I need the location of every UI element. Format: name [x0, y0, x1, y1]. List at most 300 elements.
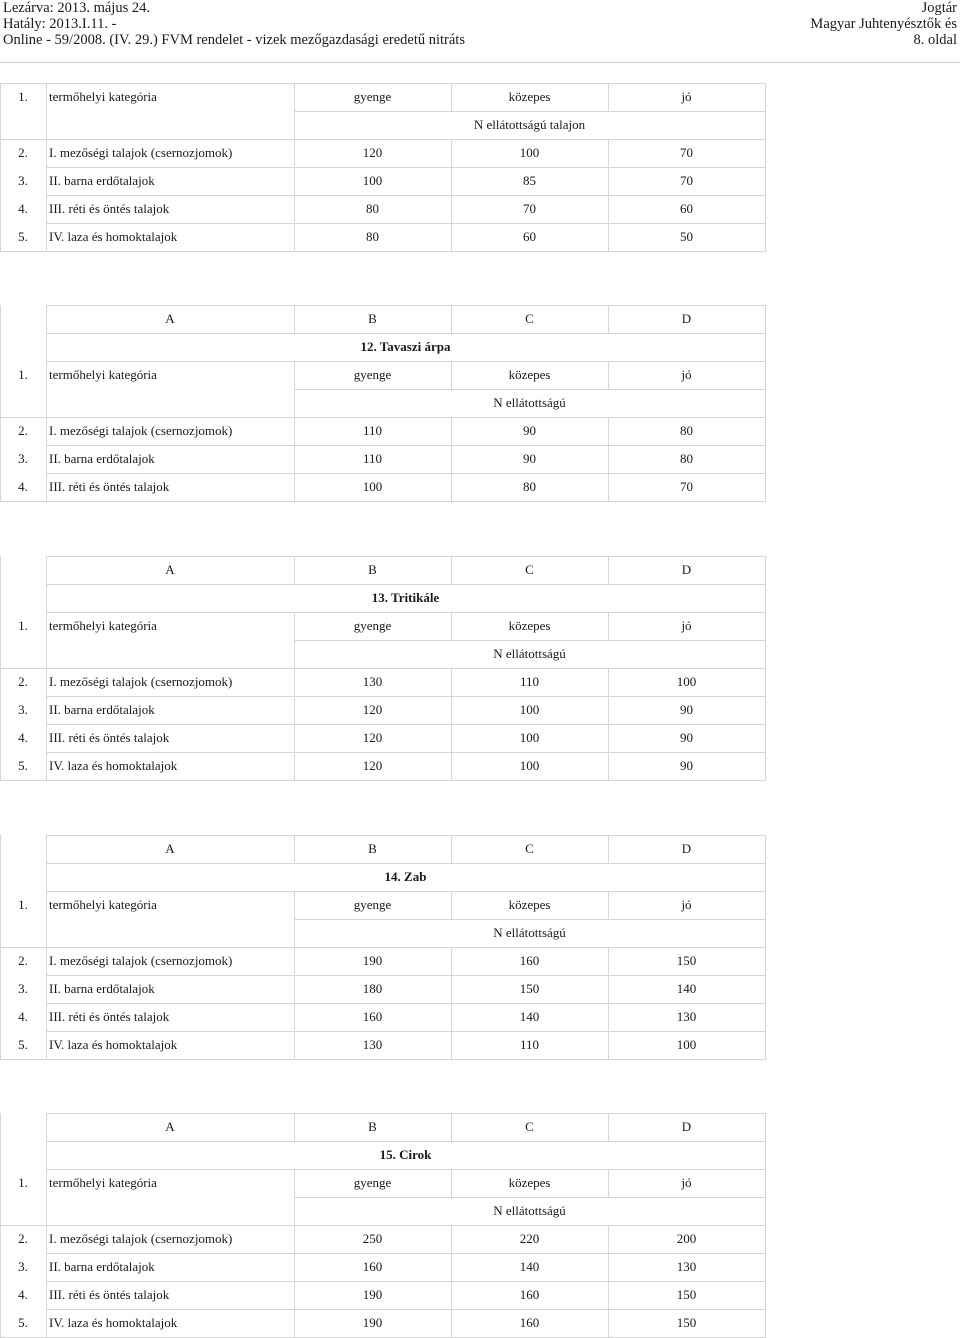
cell-value: 130 — [676, 1259, 697, 1274]
table-row — [0, 668, 766, 696]
table-unit-row — [0, 111, 766, 139]
cell-value: 150 — [519, 981, 540, 996]
row-number: 1. — [18, 618, 28, 633]
row-label: II. barna erdőtalajok — [49, 451, 155, 466]
row-number: 2. — [18, 423, 28, 438]
table-row — [0, 947, 766, 975]
table-rule — [608, 1031, 609, 1059]
table-rule — [0, 1113, 1, 1337]
cell-value: 120 — [362, 730, 383, 745]
column-header: közepes — [508, 618, 551, 633]
column-header: gyenge — [353, 1175, 392, 1190]
table-row — [0, 167, 766, 195]
table-row — [0, 195, 766, 223]
table-rule — [451, 195, 452, 223]
cell-value: 110 — [362, 451, 383, 466]
cell-value: 120 — [362, 702, 383, 717]
column-header: gyenge — [353, 89, 392, 104]
column-header: közepes — [508, 367, 551, 382]
column-header: gyenge — [353, 618, 392, 633]
column-letter: B — [368, 562, 377, 577]
table-rule — [0, 139, 766, 140]
table-rule — [294, 195, 295, 223]
nitrogen-table — [0, 1113, 766, 1337]
row-number: 5. — [18, 229, 28, 244]
table-rule — [294, 1169, 295, 1197]
cell-value: 110 — [362, 423, 383, 438]
row-label: II. barna erdőtalajok — [49, 702, 155, 717]
row-number: 3. — [18, 702, 28, 717]
row-label: II. barna erdőtalajok — [49, 173, 155, 188]
column-header: közepes — [508, 1175, 551, 1190]
table-rule — [294, 919, 295, 947]
table-rule — [294, 556, 295, 584]
table-rule — [608, 305, 609, 333]
table-rule — [451, 1031, 452, 1059]
unit-label: N ellátottságú — [493, 925, 566, 940]
header-left-line-1: Lezárva: 2013. május 24. — [3, 0, 150, 16]
table-rule — [46, 445, 766, 446]
row-label: I. mezőségi talajok (csernozjomok) — [49, 674, 233, 689]
row-number: 2. — [18, 145, 28, 160]
table-rule — [294, 389, 295, 417]
table-title-row — [0, 1141, 766, 1169]
column-header: jó — [681, 1175, 692, 1190]
table-title: 12. Tavaszi árpa — [360, 339, 451, 354]
table-rule — [46, 835, 766, 836]
table-rule — [46, 473, 766, 474]
table-rule — [294, 111, 295, 139]
table-rule — [294, 223, 295, 251]
table-rule — [0, 556, 1, 780]
table-rule — [46, 305, 47, 501]
cell-value: 90 — [680, 730, 693, 745]
table-rule — [294, 1225, 295, 1253]
row-number: 1. — [18, 89, 28, 104]
table-rule — [294, 835, 295, 863]
table-rule — [451, 361, 452, 389]
column-letter: D — [681, 562, 692, 577]
header-right-line-1: Jogtár — [921, 0, 957, 16]
header-right-line-3: 8. oldal — [913, 32, 957, 48]
unit-label: N ellátottságú talajon — [473, 117, 586, 132]
column-letter: A — [165, 311, 175, 326]
table-rule — [294, 361, 295, 389]
table-rule — [46, 1169, 766, 1170]
cell-value: 90 — [680, 758, 693, 773]
document-header — [0, 0, 960, 66]
table-rule — [294, 947, 295, 975]
table-rule — [765, 556, 766, 780]
table-header-row — [0, 361, 766, 389]
row-label: I. mezőségi talajok (csernozjomok) — [49, 953, 233, 968]
table-rule — [451, 1309, 452, 1337]
table-rule — [451, 556, 452, 584]
row-number: 1. — [18, 1175, 28, 1190]
table-rule — [451, 724, 452, 752]
cell-value: 160 — [519, 1287, 540, 1302]
table-row — [0, 1309, 766, 1337]
cell-value: 90 — [523, 423, 536, 438]
column-letter-row — [0, 556, 766, 584]
cell-value: 220 — [519, 1231, 540, 1246]
cell-value: 190 — [362, 1287, 383, 1302]
row-label: III. réti és öntés talajok — [49, 479, 170, 494]
row-label: III. réti és öntés talajok — [49, 1009, 170, 1024]
nitrogen-table — [0, 83, 766, 251]
table-rule — [294, 445, 295, 473]
table-rule — [0, 1225, 766, 1226]
table-rule — [451, 1281, 452, 1309]
header-left-line-2: Hatály: 2013.I.11. - — [3, 16, 117, 32]
column-letter-row — [0, 835, 766, 863]
table-row — [0, 724, 766, 752]
table-header-row — [0, 612, 766, 640]
table-rule — [608, 139, 609, 167]
cell-value: 80 — [366, 201, 379, 216]
column-header: gyenge — [353, 897, 392, 912]
row-label: II. barna erdőtalajok — [49, 981, 155, 996]
table-rule — [294, 1253, 295, 1281]
cell-value: 110 — [519, 1037, 540, 1052]
cell-value: 70 — [680, 173, 693, 188]
cell-value: 60 — [523, 229, 536, 244]
table-rule — [451, 1169, 452, 1197]
row-number: 2. — [18, 674, 28, 689]
cell-value: 150 — [676, 1287, 697, 1302]
table-rule — [451, 1253, 452, 1281]
table-title-row — [0, 584, 766, 612]
column-header: jó — [681, 897, 692, 912]
table-rule — [608, 1225, 609, 1253]
cell-value: 90 — [680, 702, 693, 717]
column-letter: C — [525, 311, 534, 326]
table-rule — [451, 305, 452, 333]
table-rule — [294, 640, 295, 668]
column-letter: C — [525, 841, 534, 856]
table-rule — [294, 473, 295, 501]
table-rule — [608, 724, 609, 752]
row-number: 4. — [18, 730, 28, 745]
nitrogen-table — [0, 556, 766, 780]
table-rule — [608, 195, 609, 223]
table-rule — [294, 417, 295, 445]
table-rule — [46, 752, 766, 753]
column-letter: C — [525, 562, 534, 577]
cell-value: 50 — [680, 229, 693, 244]
table-rule — [451, 752, 452, 780]
row-label: IV. laza és homoktalajok — [49, 758, 178, 773]
column-letter-row — [0, 1113, 766, 1141]
column-letter: A — [165, 841, 175, 856]
row-number: 2. — [18, 953, 28, 968]
column-letter: B — [368, 841, 377, 856]
cell-value: 100 — [362, 479, 383, 494]
cell-value: 70 — [523, 201, 536, 216]
table-row — [0, 1281, 766, 1309]
table-rule — [451, 167, 452, 195]
table-rule — [46, 835, 47, 1059]
table-title: 14. Zab — [384, 869, 427, 884]
cell-value: 90 — [523, 451, 536, 466]
row-label: III. réti és öntés talajok — [49, 201, 170, 216]
table-rule — [451, 83, 452, 111]
table-rule — [608, 361, 609, 389]
table-unit-row — [0, 389, 766, 417]
table-rule — [451, 139, 452, 167]
row-label: termőhelyi kategória — [49, 367, 157, 382]
table-row — [0, 1003, 766, 1031]
table-title: 15. Cirok — [379, 1147, 432, 1162]
table-rule — [765, 305, 766, 501]
table-rule — [46, 305, 766, 306]
table-rule — [0, 83, 1, 251]
row-label: III. réti és öntés talajok — [49, 730, 170, 745]
table-row — [0, 696, 766, 724]
cell-value: 200 — [676, 1231, 697, 1246]
table-row — [0, 139, 766, 167]
table-rule — [608, 167, 609, 195]
table-rule — [608, 1003, 609, 1031]
header-divider — [0, 62, 960, 63]
table-rule — [46, 1113, 766, 1114]
cell-value: 60 — [680, 201, 693, 216]
table-rule — [46, 1281, 766, 1282]
row-number: 5. — [18, 1315, 28, 1330]
table-rule — [608, 1281, 609, 1309]
table-rule — [294, 167, 295, 195]
row-number: 4. — [18, 1009, 28, 1024]
column-header: közepes — [508, 897, 551, 912]
table-rule — [0, 501, 766, 502]
column-letter: A — [165, 562, 175, 577]
column-header: jó — [681, 89, 692, 104]
table-rule — [0, 83, 766, 84]
table-rule — [0, 668, 766, 669]
table-rule — [294, 1309, 295, 1337]
column-letter: A — [165, 1119, 175, 1134]
table-rule — [451, 835, 452, 863]
table-rule — [46, 724, 766, 725]
unit-label: N ellátottságú — [493, 1203, 566, 1218]
row-number: 3. — [18, 981, 28, 996]
row-label: I. mezőségi talajok (csernozjomok) — [49, 423, 233, 438]
table-rule — [46, 696, 766, 697]
cell-value: 150 — [676, 1315, 697, 1330]
table-rule — [294, 389, 766, 390]
table-rule — [46, 584, 766, 585]
row-number: 4. — [18, 1287, 28, 1302]
table-row — [0, 975, 766, 1003]
table-rule — [294, 1113, 295, 1141]
table-rule — [46, 167, 766, 168]
row-label: III. réti és öntés talajok — [49, 1287, 170, 1302]
table-rule — [46, 891, 766, 892]
table-rule — [608, 83, 609, 111]
row-label: IV. laza és homoktalajok — [49, 1315, 178, 1330]
table-rule — [0, 417, 766, 418]
table-rule — [608, 556, 609, 584]
table-rule — [608, 1169, 609, 1197]
cell-value: 70 — [680, 145, 693, 160]
table-rule — [608, 1113, 609, 1141]
table-rule — [46, 863, 766, 864]
table-row — [0, 445, 766, 473]
table-row — [0, 1225, 766, 1253]
cell-value: 160 — [519, 1315, 540, 1330]
table-rule — [46, 1309, 766, 1310]
unit-label: N ellátottságú — [493, 646, 566, 661]
table-rule — [294, 305, 295, 333]
table-rule — [451, 668, 452, 696]
cell-value: 160 — [362, 1259, 383, 1274]
table-rule — [46, 223, 766, 224]
column-letter-row — [0, 305, 766, 333]
cell-value: 160 — [362, 1009, 383, 1024]
column-letter: B — [368, 1119, 377, 1134]
column-header: közepes — [508, 89, 551, 104]
table-rule — [608, 473, 609, 501]
row-label: II. barna erdőtalajok — [49, 1259, 155, 1274]
table-rule — [608, 891, 609, 919]
table-rule — [765, 83, 766, 251]
row-number: 5. — [18, 758, 28, 773]
cell-value: 190 — [362, 953, 383, 968]
table-title: 13. Tritikále — [371, 590, 440, 605]
nitrogen-table — [0, 305, 766, 501]
table-rule — [608, 668, 609, 696]
table-unit-row — [0, 919, 766, 947]
table-rule — [0, 780, 766, 781]
row-label: termőhelyi kategória — [49, 1175, 157, 1190]
cell-value: 130 — [676, 1009, 697, 1024]
row-number: 5. — [18, 1037, 28, 1052]
column-letter: B — [368, 311, 377, 326]
table-rule — [294, 111, 766, 112]
cell-value: 80 — [523, 479, 536, 494]
cell-value: 160 — [519, 953, 540, 968]
cell-value: 120 — [362, 758, 383, 773]
table-row — [0, 1253, 766, 1281]
table-rule — [294, 975, 295, 1003]
column-letter: D — [681, 841, 692, 856]
row-number: 3. — [18, 1259, 28, 1274]
table-title-row — [0, 863, 766, 891]
table-rule — [46, 83, 47, 251]
table-rule — [0, 947, 766, 948]
table-rule — [46, 1141, 766, 1142]
table-row — [0, 223, 766, 251]
table-header-row — [0, 891, 766, 919]
table-rule — [294, 139, 295, 167]
row-number: 1. — [18, 897, 28, 912]
cell-value: 190 — [362, 1315, 383, 1330]
table-rule — [294, 919, 766, 920]
table-rule — [46, 975, 766, 976]
row-label: IV. laza és homoktalajok — [49, 1037, 178, 1052]
cell-value: 85 — [523, 173, 536, 188]
table-title-row — [0, 333, 766, 361]
table-rule — [0, 305, 1, 501]
table-rule — [0, 1059, 766, 1060]
table-rule — [451, 1225, 452, 1253]
table-rule — [608, 696, 609, 724]
table-rule — [451, 417, 452, 445]
row-label: termőhelyi kategória — [49, 897, 157, 912]
cell-value: 150 — [676, 953, 697, 968]
table-row — [0, 1031, 766, 1059]
table-rule — [451, 891, 452, 919]
table-rule — [765, 1113, 766, 1337]
table-unit-row — [0, 640, 766, 668]
row-number: 1. — [18, 367, 28, 382]
table-rule — [294, 1281, 295, 1309]
column-header: gyenge — [353, 367, 392, 382]
table-rule — [608, 445, 609, 473]
table-rule — [608, 223, 609, 251]
table-rule — [294, 1197, 766, 1198]
table-rule — [608, 1253, 609, 1281]
table-rule — [451, 612, 452, 640]
cell-value: 250 — [362, 1231, 383, 1246]
cell-value: 140 — [519, 1009, 540, 1024]
table-rule — [451, 1113, 452, 1141]
table-rule — [451, 223, 452, 251]
table-rule — [608, 612, 609, 640]
table-rule — [46, 612, 766, 613]
cell-value: 100 — [676, 1037, 697, 1052]
table-unit-row — [0, 1197, 766, 1225]
cell-value: 80 — [680, 423, 693, 438]
column-letter: D — [681, 311, 692, 326]
table-rule — [608, 975, 609, 1003]
cell-value: 100 — [362, 173, 383, 188]
table-rule — [294, 1197, 295, 1225]
cell-value: 80 — [366, 229, 379, 244]
table-rule — [46, 1113, 47, 1337]
table-rule — [294, 640, 766, 641]
table-rule — [608, 752, 609, 780]
row-number: 4. — [18, 479, 28, 494]
table-rule — [0, 835, 1, 1059]
cell-value: 100 — [519, 702, 540, 717]
row-label: IV. laza és homoktalajok — [49, 229, 178, 244]
table-rule — [608, 947, 609, 975]
table-rule — [46, 1253, 766, 1254]
cell-value: 140 — [519, 1259, 540, 1274]
table-rule — [46, 195, 766, 196]
cell-value: 100 — [519, 145, 540, 160]
row-label: termőhelyi kategória — [49, 618, 157, 633]
table-rule — [46, 1003, 766, 1004]
nitrogen-table — [0, 835, 766, 1059]
table-row — [0, 473, 766, 501]
cell-value: 100 — [519, 758, 540, 773]
cell-value: 80 — [680, 451, 693, 466]
column-letter: C — [525, 1119, 534, 1134]
table-rule — [294, 1003, 295, 1031]
header-right-line-2: Magyar Juhtenyésztők és — [810, 16, 957, 32]
table-rule — [294, 752, 295, 780]
row-number: 2. — [18, 1231, 28, 1246]
table-rule — [294, 891, 295, 919]
unit-label: N ellátottságú — [493, 395, 566, 410]
table-rule — [765, 835, 766, 1059]
row-number: 3. — [18, 451, 28, 466]
table-rule — [294, 83, 295, 111]
table-rule — [46, 1031, 766, 1032]
column-letter: D — [681, 1119, 692, 1134]
